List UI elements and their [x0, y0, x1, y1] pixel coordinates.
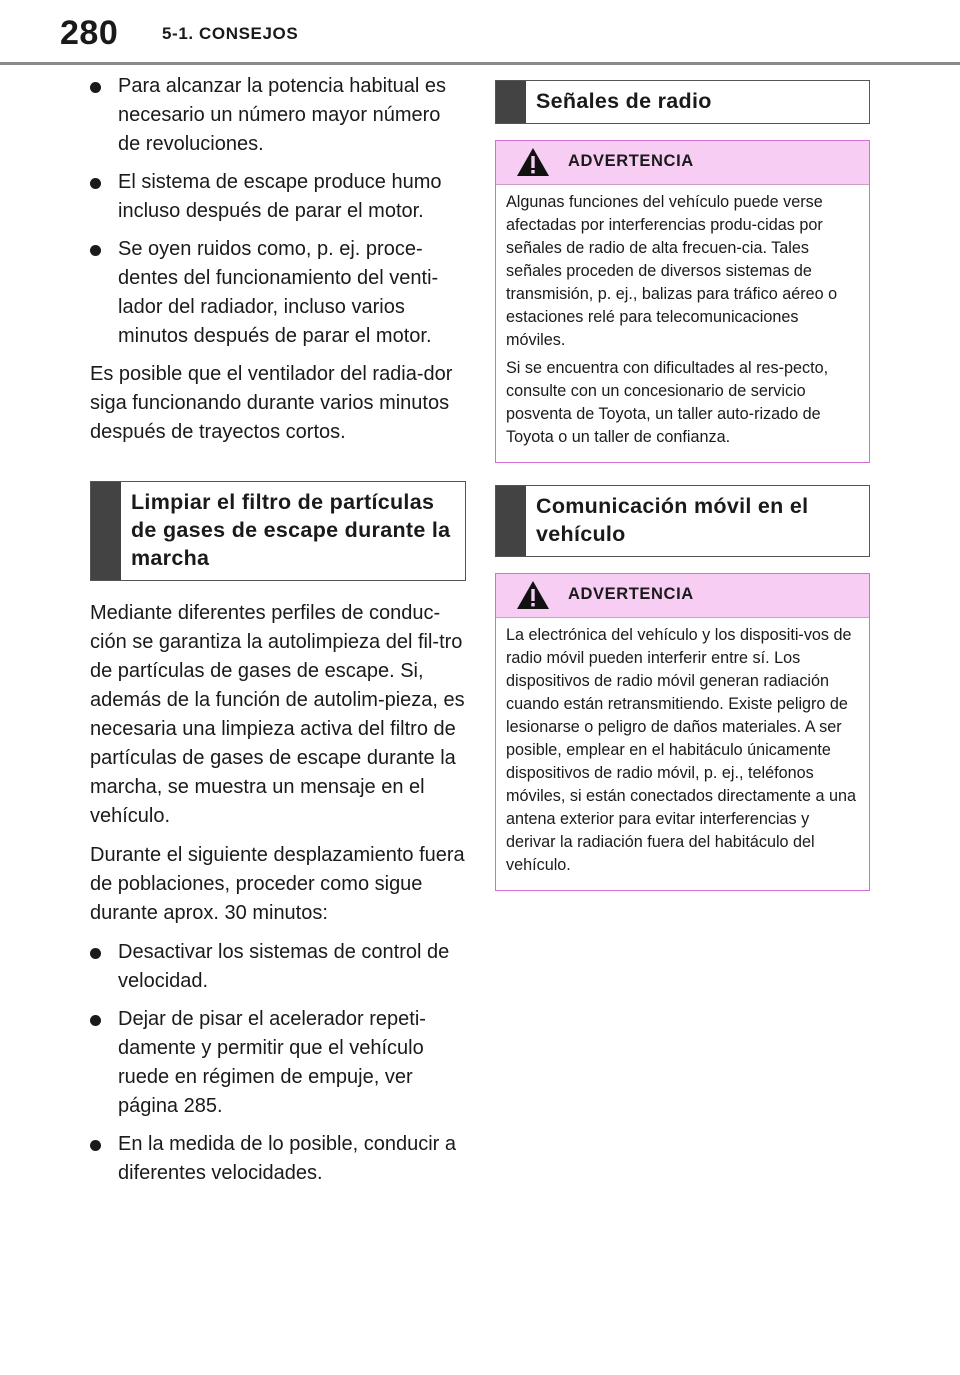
warning-title: ADVERTENCIA [568, 585, 694, 603]
bullet-list-top [90, 72, 466, 351]
heading-text: Señales de radio [536, 89, 712, 113]
warning-paragraph: Si se encuentra con dificultades al res-pecto, consulte con un concesionario de servicio posventa de Toyota, un taller auto-rizado de Toyota o un taller de confianza. [506, 359, 829, 446]
list-item [90, 72, 466, 159]
paragraph-selfclean: Mediante diferentes perfiles de conduc-ción se garantiza la autolimpieza del fil-tro de partículas de gases de escape. Si, además de la función de autolim-pieza, es necesaria una limpieza activa del filtro de partículas de gases de escape durante la marcha, se muestra un mensaje en el vehículo. [90, 602, 465, 827]
list-item [90, 1130, 466, 1188]
list-item [90, 1005, 466, 1121]
list-item-text: Desactivar los sistemas de control de velocidad. [118, 941, 450, 992]
heading-bar [496, 81, 526, 123]
list-item-text: Se oyen ruidos como, p. ej. proce-dentes del funcionamiento del venti-lador del radiador, incluso varios minutos después de parar el motor. [118, 238, 439, 347]
heading-text: Limpiar el filtro de partículas de gases de escape durante la marcha [131, 490, 451, 570]
warning-header [496, 574, 869, 618]
heading-bar [496, 486, 526, 556]
list-item-text: Para alcanzar la potencia habitual es necesario un número mayor número de revoluciones. [118, 75, 446, 155]
warning-box-mobile [495, 573, 870, 891]
warning-paragraph: Algunas funciones del vehículo puede verse afectadas por interferencias produ-cidas por señales de radio de alta frecuen-cia. Tales señales proceden de diversos sistemas de transmisión, p. ej., balizas para tráfico aéreo o estaciones relé para telecomunicaciones móviles. [506, 193, 838, 349]
warning-title: ADVERTENCIA [568, 152, 694, 170]
bullet-dot-icon [90, 948, 101, 959]
header-divider [0, 62, 960, 65]
list-item [90, 938, 466, 996]
bullet-dot-icon [90, 1140, 101, 1151]
list-item [90, 168, 466, 226]
section-heading-filter [90, 481, 466, 581]
heading-bar [91, 482, 121, 580]
warning-box-radio [495, 140, 870, 463]
warning-body [496, 185, 869, 462]
paragraph-fan: Es posible que el ventilador del radia-dor siga funcionando durante varios minutos después de trayectos cortos. [90, 363, 453, 443]
section-heading-radio [495, 80, 870, 124]
bullet-dot-icon [90, 178, 101, 189]
list-item-text: Dejar de pisar el acelerador repeti-damente y permitir que el vehículo ruede en régimen de empuje, ver página 285. [118, 1008, 426, 1117]
warning-body [496, 618, 869, 890]
list-item [90, 235, 466, 351]
bullet-list-bottom [90, 938, 466, 1188]
heading-text: Comunicación móvil en el vehículo [536, 494, 809, 546]
list-item-text: El sistema de escape produce humo incluso después de parar el motor. [118, 171, 442, 222]
warning-triangle-icon [516, 147, 550, 177]
paragraph-next-drive: Durante el siguiente desplazamiento fuera de poblaciones, proceder como sigue durante aprox. 30 minutos: [90, 844, 465, 924]
list-item-text: En la medida de lo posible, conducir a diferentes velocidades. [118, 1133, 456, 1184]
right-column [495, 80, 870, 891]
section-heading-mobile [495, 485, 870, 557]
warning-header [496, 141, 869, 185]
bullet-dot-icon [90, 1015, 101, 1026]
bullet-dot-icon [90, 245, 101, 256]
page-number: 280 [60, 14, 119, 52]
left-column [90, 72, 466, 1197]
warning-paragraph: La electrónica del vehículo y los dispositi-vos de radio móvil pueden interferir entre sí. Los dispositivos de radio móvil generan radiación cuando están retransmitiendo. Existe peligro de lesionarse o peligro de daños materiales. A ser posible, emplear en el habitáculo únicamente dispositivos de radio móvil, p. ej., teléfonos móviles, si están conectados directamente a una antena exterior para evitar interferencias y derivar la radiación fuera del habitáculo del vehículo. [506, 626, 857, 874]
bullet-dot-icon [90, 82, 101, 93]
section-title: 5-1. CONSEJOS [162, 24, 299, 43]
warning-triangle-icon [516, 580, 550, 610]
